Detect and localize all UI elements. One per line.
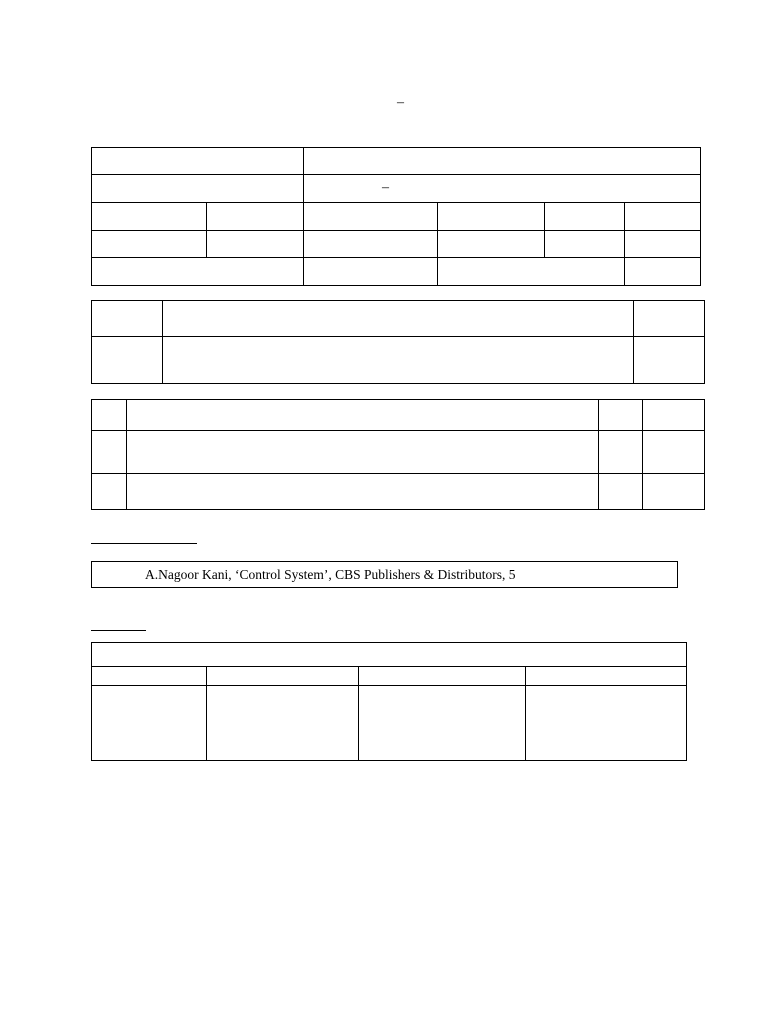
assessment-cell [526,686,687,761]
units-cell [92,431,127,474]
assessment-cell [207,686,359,761]
units-cell [127,431,599,474]
course-info-mark: – [382,180,389,195]
course-info-cell [625,231,701,258]
units-cell [599,474,643,510]
course-info-cell [625,203,701,231]
course-info-cell [304,258,438,286]
assessment-cell [359,667,526,686]
units-cell [599,431,643,474]
page-title-mark: – [397,95,404,110]
units-cell [92,400,127,431]
course-info-cell [304,203,438,231]
objectives-cell [634,301,705,337]
units-cell [643,431,705,474]
course-info-cell [304,148,701,175]
assessment-table [91,642,687,761]
course-info-cell [92,175,304,203]
units-cell [127,474,599,510]
course-info-cell [92,148,304,175]
course-info-cell [92,231,207,258]
assessment-cell [92,667,207,686]
course-info-cell [438,231,545,258]
objectives-cell [634,337,705,384]
course-info-cell [304,175,701,203]
objectives-cell [163,337,634,384]
reference-item: A.Nagoor Kani, ‘Control System’, CBS Publishers & Distributors, 5 [92,562,678,588]
assessment-cell [359,686,526,761]
course-info-cell [625,258,701,286]
objectives-cell [92,337,163,384]
references-heading-rule [91,543,197,544]
assessment-cell [526,667,687,686]
course-info-cell [545,231,625,258]
assessment-cell [92,643,687,667]
units-cell [127,400,599,431]
units-cell [92,474,127,510]
section-heading-rule [91,630,146,631]
units-table [91,399,705,510]
course-info-cell [304,231,438,258]
course-info-cell [207,203,304,231]
objectives-cell [92,301,163,337]
course-info-table [91,147,701,286]
course-info-cell [545,203,625,231]
references-table [91,561,678,588]
course-info-cell [438,203,545,231]
objectives-table [91,300,705,384]
units-cell [599,400,643,431]
assessment-cell [92,686,207,761]
objectives-cell [163,301,634,337]
units-cell [643,400,705,431]
assessment-cell [207,667,359,686]
course-info-cell [207,231,304,258]
units-cell [643,474,705,510]
course-info-cell [92,258,304,286]
course-info-cell [92,203,207,231]
course-info-cell [438,258,625,286]
